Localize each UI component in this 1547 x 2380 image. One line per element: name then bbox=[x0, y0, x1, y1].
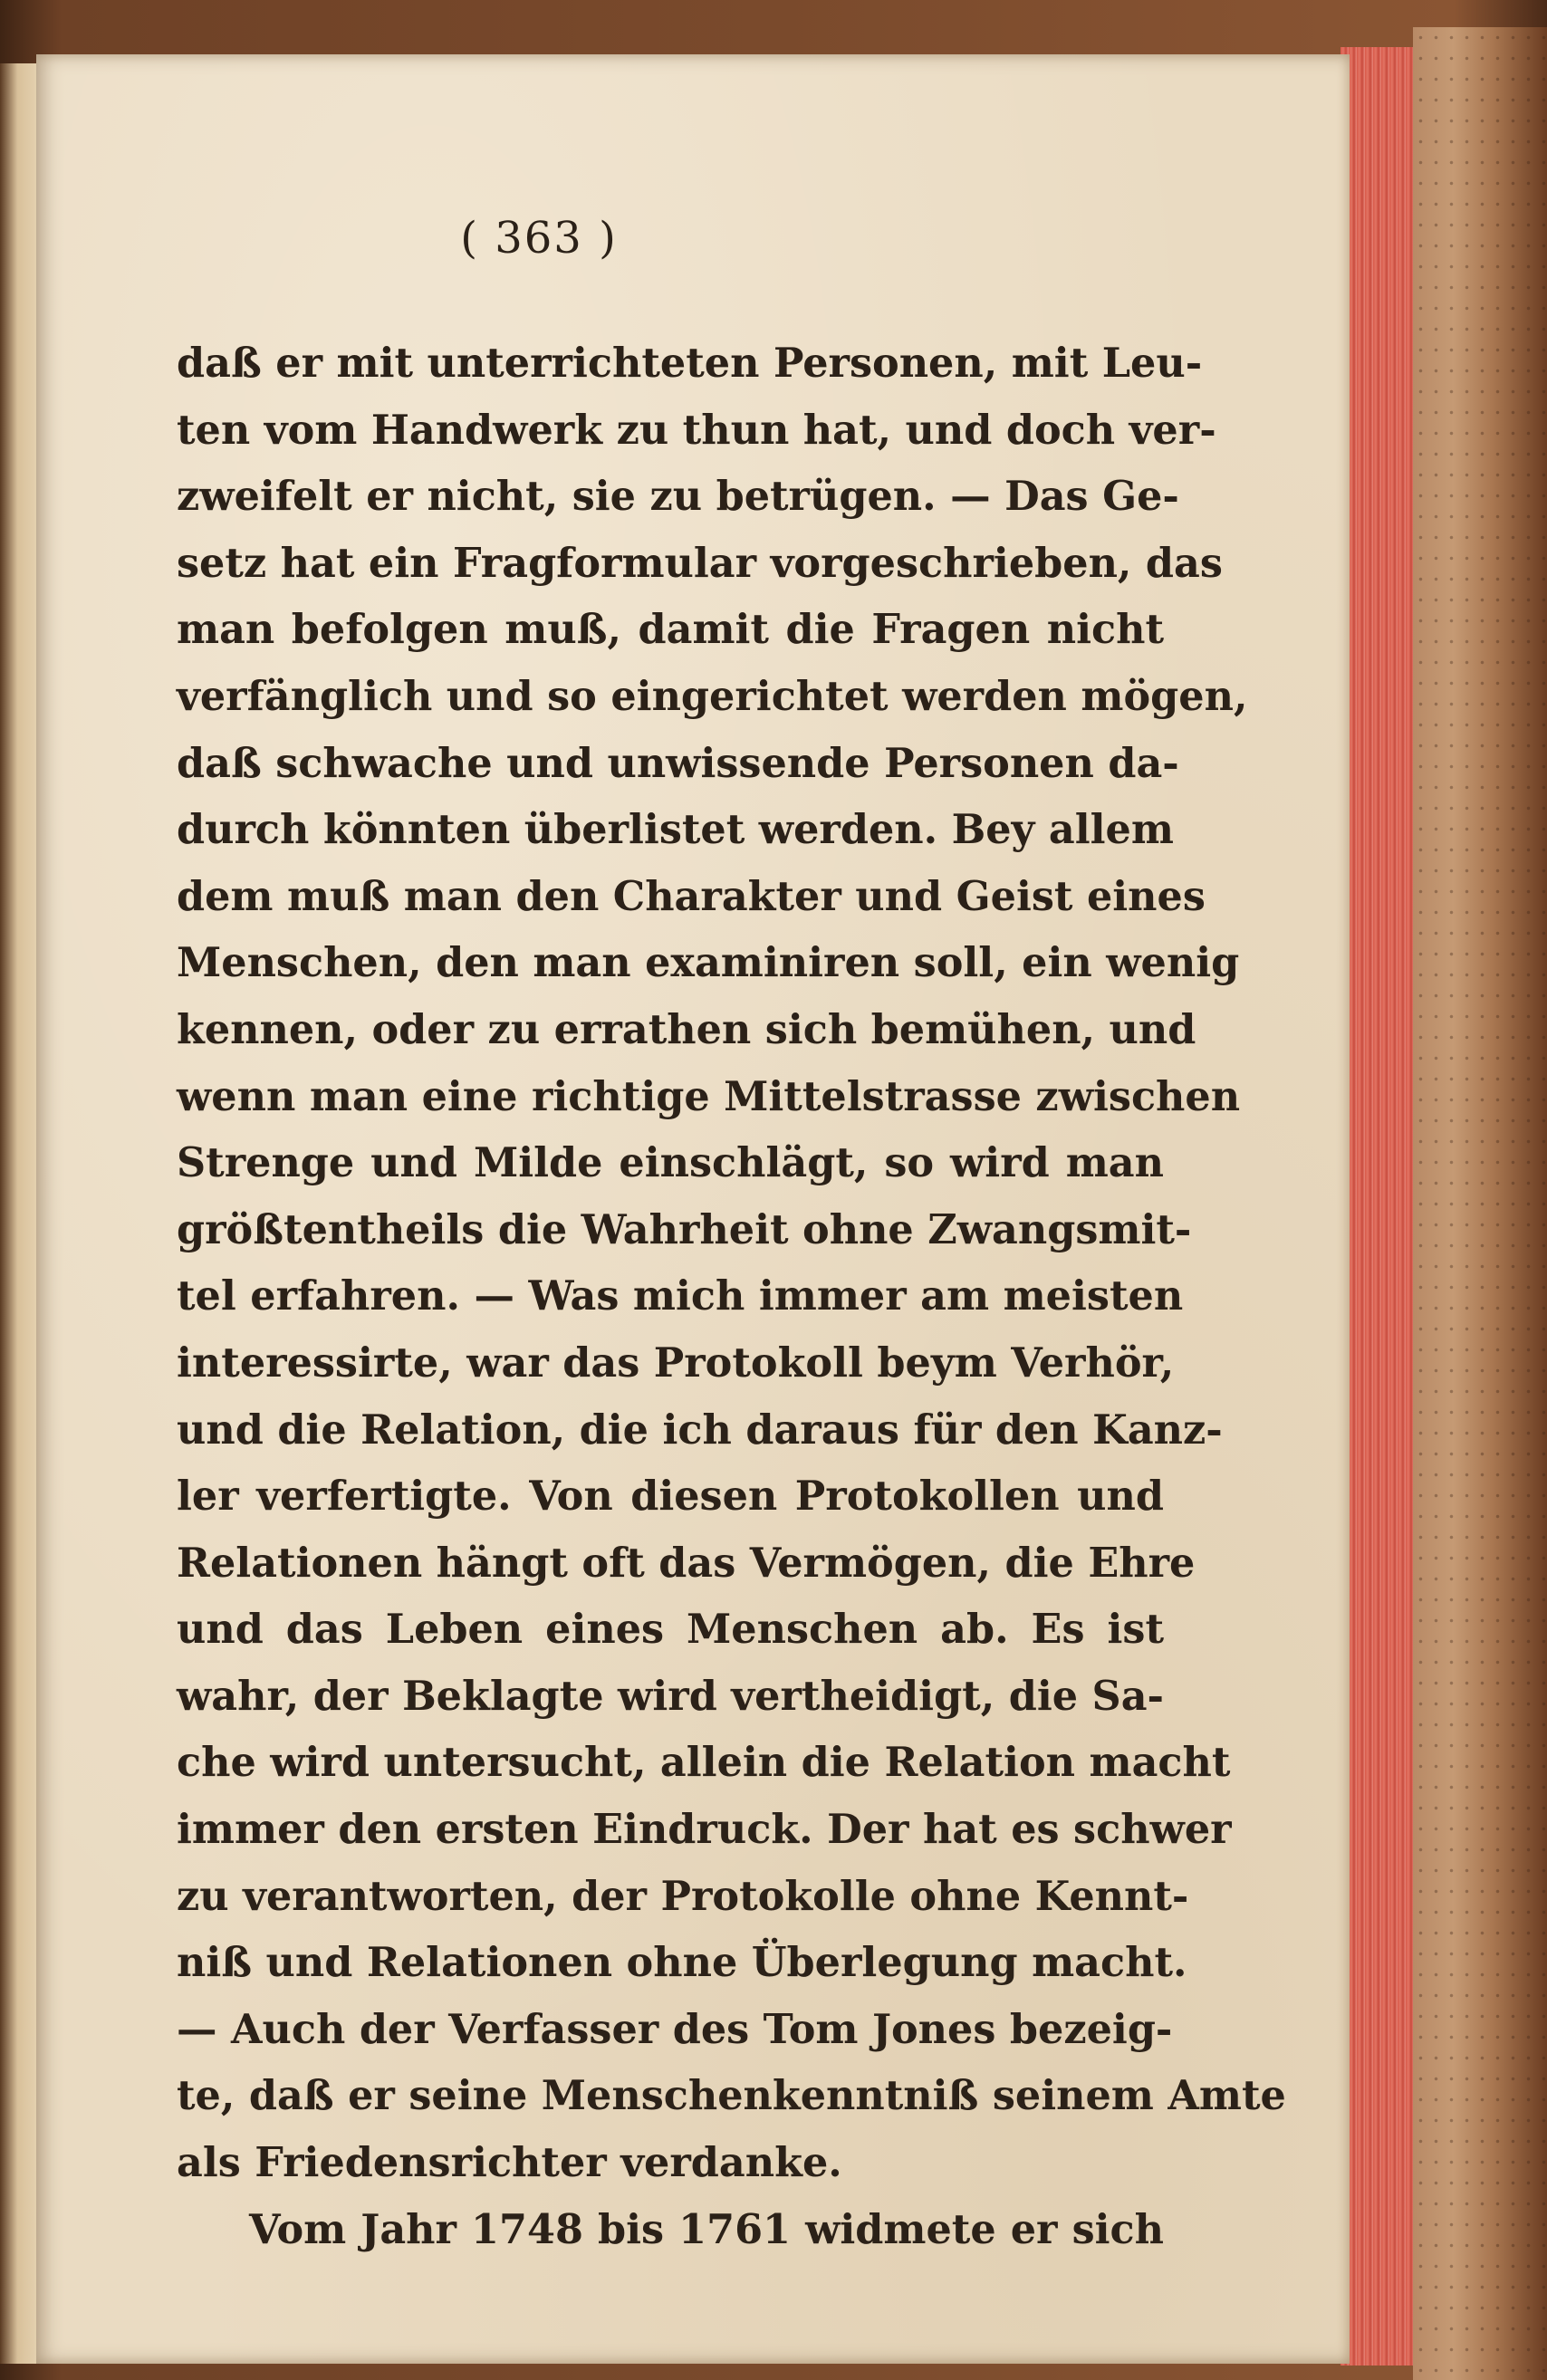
text-line: man befolgen muß, damit die Fragen nicht bbox=[177, 606, 1164, 654]
text-line: interessirte, war das Protokoll beym Verhör, bbox=[177, 1339, 1175, 1387]
text-line: Relationen hängt oft das Vermögen, die Ehre bbox=[177, 1539, 1196, 1587]
text-line: setz hat ein Fragformular vorgeschrieben, das bbox=[177, 539, 1223, 587]
text-line: ler verfertigte. Von diesen Protokollen und bbox=[177, 1473, 1164, 1521]
text-line: che wird untersucht, allein die Relation macht bbox=[177, 1739, 1231, 1787]
text-line: Menschen, den man examiniren soll, ein wenig bbox=[177, 939, 1240, 987]
page-number: ( 363 ) bbox=[460, 213, 618, 264]
text-line: daß schwache und unwissende Personen da- bbox=[177, 739, 1179, 787]
text-line: niß und Relationen ohne Überlegung macht. bbox=[177, 1939, 1187, 1987]
text-line: als Friedensrichter verdanke. bbox=[177, 2139, 842, 2187]
text-line: Vom Jahr 1748 bis 1761 widmete er sich bbox=[249, 2205, 1164, 2253]
text-line: daß er mit unterrichteten Personen, mit Leu- bbox=[177, 340, 1203, 387]
body-text bbox=[177, 331, 1286, 2263]
book-page bbox=[36, 54, 1350, 2364]
page-stack-edge bbox=[1340, 47, 1413, 2366]
text-line: durch könnten überlistet werden. Bey allem bbox=[177, 806, 1174, 854]
text-line: verfänglich und so eingerichtet werden mögen, bbox=[177, 672, 1248, 720]
text-line: größtentheils die Wahrheit ohne Zwangsmit- bbox=[177, 1205, 1192, 1253]
text-line: immer den ersten Eindruck. Der hat es schwer bbox=[177, 1806, 1232, 1854]
text-line: Strenge und Milde einschlägt, so wird man bbox=[177, 1139, 1164, 1187]
text-line: wahr, der Beklagte wird vertheidigt, die Sa- bbox=[177, 1672, 1164, 1720]
text-line: und das Leben eines Menschen ab. Es ist bbox=[177, 1606, 1164, 1654]
text-line: wenn man eine richtige Mittelstrasse zwischen bbox=[177, 1072, 1241, 1120]
text-line: und die Relation, die ich daraus für den Kanz- bbox=[177, 1406, 1223, 1454]
text-line: ten vom Handwerk zu thun hat, und doch ver- bbox=[177, 406, 1216, 454]
text-line: — Auch der Verfasser des Tom Jones bezeig- bbox=[177, 2005, 1173, 2053]
text-line: zweifelt er nicht, sie zu betrügen. — Das Ge- bbox=[177, 473, 1179, 521]
text-line: kennen, oder zu errathen sich bemühen, und bbox=[177, 1005, 1196, 1053]
text-line: tel erfahren. — Was mich immer am meisten bbox=[177, 1272, 1184, 1320]
book-board-right bbox=[1413, 27, 1547, 2380]
text-line: zu verantworten, der Protokolle ohne Kennt- bbox=[177, 1872, 1189, 1920]
text-line: te, daß er seine Menschenkenntniß seinem Amte bbox=[177, 2072, 1286, 2120]
text-line: dem muß man den Charakter und Geist eines bbox=[177, 872, 1206, 920]
